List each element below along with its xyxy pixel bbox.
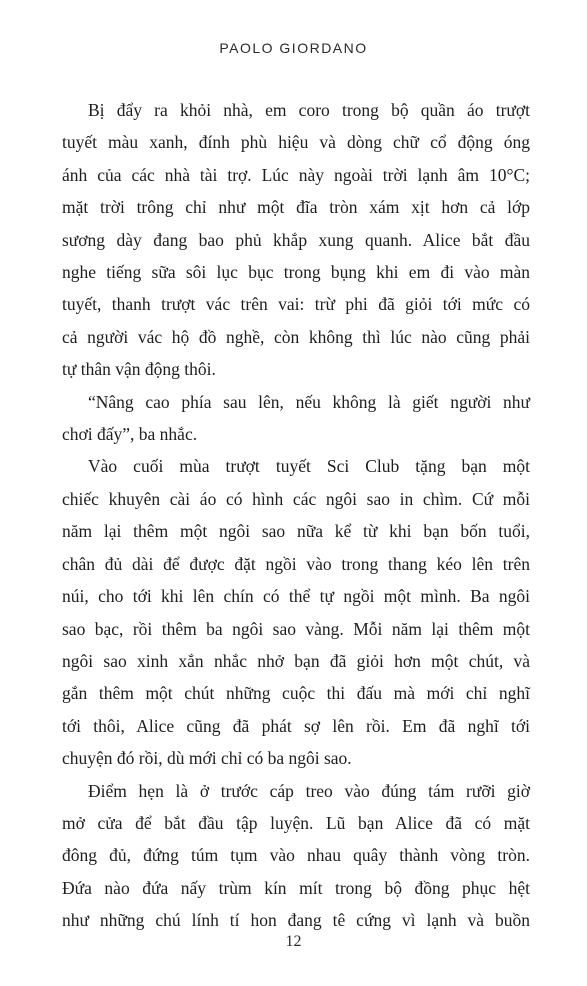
text-line: tuyết màu xanh, đính phù hiệu và dòng chữ cổ động óng: [62, 132, 530, 153]
text-line: đông đủ, đứng túm tụm vào nhau quây thành vòng tròn.: [62, 845, 530, 866]
text-line: tới thôi, Alice cũng đã phát sợ lên rồi. Em đã nghĩ tới: [62, 715, 530, 736]
text-line: “Nâng cao phía sau lên, nếu không là giết người như: [88, 391, 530, 412]
text-line: sương dày đang bao phủ khắp xung quanh. Alice bắt đầu: [62, 229, 530, 250]
text-line: ánh của các nhà tài trợ. Lúc này ngoài trời lạnh âm 10°C;: [62, 164, 530, 185]
text-line: gắn thêm một chút những cuộc thi đấu mà mới chỉ nghĩ: [62, 683, 530, 704]
text-line: Vào cuối mùa trượt tuyết Sci Club tặng bạn một: [88, 456, 530, 477]
paragraph: [62, 94, 530, 386]
text-line: năm lại thêm một ngôi sao nữa kể từ khi bạn bốn tuổi,: [62, 521, 530, 542]
paragraph: [62, 775, 530, 937]
text-line: Đứa nào đứa nấy trùm kín mít trong bộ đồng phục hệt: [62, 877, 530, 898]
text-line: sao bạc, rồi thêm ba ngôi sao vàng. Mỗi năm lại thêm một: [62, 618, 530, 639]
text-line: chân đủ dài để được đặt ngồi vào trong thang kéo lên trên: [62, 553, 530, 574]
text-line: núi, cho tới khi lên chín có thể tự ngồi một mình. Ba ngôi: [62, 586, 530, 607]
text-line: ngôi sao xinh xắn nhắc nhở bạn đã giỏi hơn một chút, và: [62, 650, 530, 671]
text-line: cả người vác hộ đồ nghề, còn không thì lúc nào cũng phải: [62, 326, 530, 347]
text-line: Bị đẩy ra khỏi nhà, em coro trong bộ quần áo trượt: [88, 100, 530, 120]
text-line: chuyện đó rồi, dù mới chỉ có ba ngôi sao.: [62, 748, 352, 769]
text-line: nghe tiếng sữa sôi lục bục trong bụng khi em đi vào màn: [62, 262, 530, 283]
text-line: mặt trời trông chỉ như một đĩa tròn xám xịt hơn cả lớp: [62, 197, 530, 218]
text-line: mở cửa để bắt đầu tập luyện. Lũ bạn Alice đã có mặt: [62, 812, 530, 833]
text-line: tự thân vận động thôi.: [62, 359, 216, 380]
text-line: như những chú lính tí hon đang tê cứng vì lạnh và buồn: [62, 910, 530, 931]
text-line: Điểm hẹn là ở trước cáp treo vào đúng tám rưỡi giờ: [88, 780, 530, 801]
text-line: tuyết, thanh trượt vác trên vai: trừ phi đã giỏi tới mức có: [62, 294, 530, 315]
body-text: [62, 94, 530, 937]
running-head: PAOLO GIORDANO: [219, 40, 368, 56]
text-line: chiếc khuyên cài áo có hình các ngôi sao in chìm. Cứ mỗi: [62, 488, 530, 509]
paragraph: [62, 386, 530, 451]
text-line: chơi đấy”, ba nhắc.: [62, 424, 198, 445]
page-number: 12: [285, 933, 302, 950]
paragraph: [62, 450, 530, 774]
